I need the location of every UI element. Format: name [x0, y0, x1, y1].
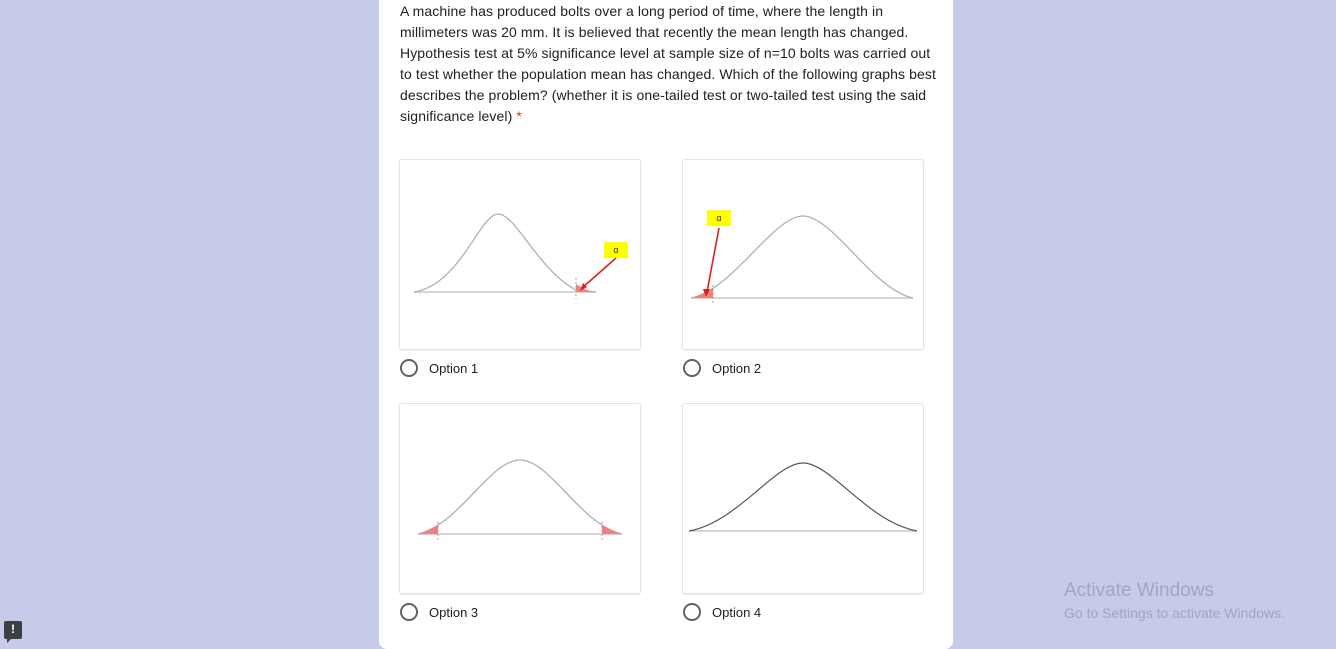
- watermark-subtitle: Go to Settings to activate Windows.: [1064, 605, 1285, 621]
- option-4-label: Option 4: [712, 604, 762, 620]
- bell-curve-plain: [683, 404, 923, 593]
- option-3-image[interactable]: [400, 404, 640, 593]
- bell-curve-two-tailed: [400, 404, 640, 593]
- option-2-label: Option 2: [712, 360, 762, 376]
- required-asterisk: *: [516, 108, 522, 124]
- bell-curve-left-tail: [683, 160, 923, 349]
- option-1-radio[interactable]: [400, 359, 418, 377]
- option-4-row[interactable]: [683, 602, 761, 622]
- option-3-radio[interactable]: [400, 603, 418, 621]
- watermark-title: Activate Windows: [1064, 580, 1214, 601]
- option-3-label: Option 3: [429, 604, 479, 620]
- question-text: A machine has produced bolts over a long period of time, where the length in millimeters was 20 mm. It is believed that recently the mean length has changed. Hypothesis test at 5% significance level at sample size of n=10 bolts was carried out to test whether the population mean has changed. Which of the following graphs best describes the problem? (whether it is one-tailed test or two-tailed test using the said significance level) *: [400, 3, 936, 124]
- question-card: [379, 0, 953, 649]
- option-4-radio[interactable]: [683, 603, 701, 621]
- alpha-label: α: [613, 245, 619, 255]
- option-4-image[interactable]: [683, 404, 923, 593]
- option-2-row[interactable]: [683, 358, 761, 378]
- report-problem-icon[interactable]: !: [4, 621, 22, 639]
- option-1-image[interactable]: [400, 160, 640, 349]
- windows-activation-watermark: [1064, 580, 1285, 624]
- alpha-label: α: [716, 213, 722, 223]
- option-2-image[interactable]: [683, 160, 923, 349]
- option-2-radio[interactable]: [683, 359, 701, 377]
- option-1-row[interactable]: [400, 358, 478, 378]
- bell-curve-right-tail: [400, 160, 640, 349]
- option-3-row[interactable]: [400, 602, 478, 622]
- option-1-label: Option 1: [429, 360, 479, 376]
